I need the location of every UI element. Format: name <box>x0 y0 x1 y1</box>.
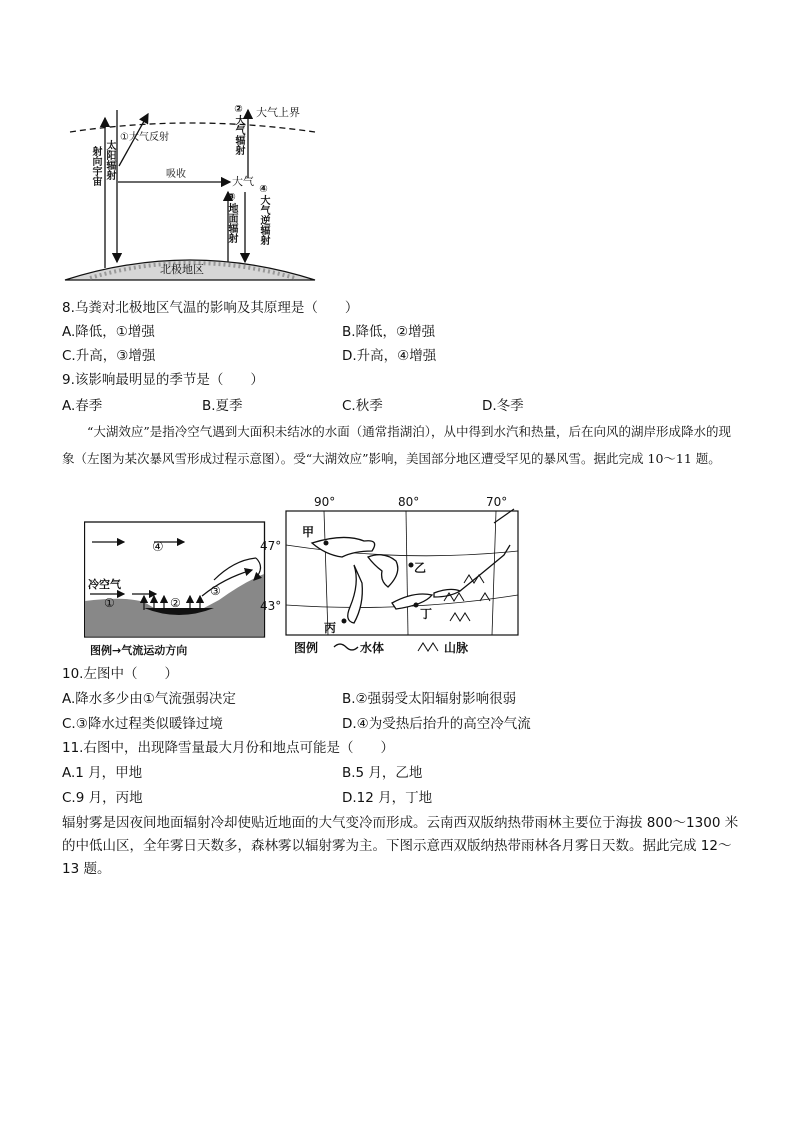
absorb-label: 吸收 <box>166 169 186 180</box>
great-lakes-map-graphic <box>284 495 524 660</box>
question-8-option-b: B.降低，②增强 <box>342 324 436 340</box>
latitude-43-label: 43° <box>260 599 282 613</box>
great-lakes-map <box>260 495 524 660</box>
location-jia-label: 甲 <box>302 525 315 539</box>
airflow-3-label: ③ <box>210 584 221 598</box>
question-8-stem: 8.乌粪对北极地区气温的影响及其原理是（ ） <box>62 300 359 316</box>
map-legend-mountain: 山脉 <box>444 641 469 655</box>
ground-radiation-label: ③地面辐射 <box>226 192 237 243</box>
question-10-option-c: C.③降水过程类似暖锋过境 <box>62 716 223 732</box>
atmosphere-label: 大气 <box>232 175 254 188</box>
lake-effect-legend: 图例→气流运动方向 <box>90 644 188 657</box>
cold-air-label: 冷空气 <box>88 578 121 591</box>
longitude-90-label: 90° <box>314 495 336 509</box>
arctic-ground-label: 北极地区 <box>160 263 204 276</box>
location-ding-label: 丁 <box>420 607 433 621</box>
latitude-47-label: 47° <box>260 539 282 553</box>
question-8-option-c: C.升高，③增强 <box>62 348 156 364</box>
airflow-4-label: ④ <box>152 540 164 555</box>
question-10-option-b: B.②强弱受太阳辐射影响很弱 <box>342 691 517 707</box>
question-11-option-b: B.5 月，乙地 <box>342 765 423 781</box>
atmosphere-top-label: 大气上界 <box>256 106 300 119</box>
atmospheric-reflection-label: ①大气反射 <box>120 132 169 143</box>
map-legend-title: 图例 <box>294 641 319 655</box>
question-9-option-b: B.夏季 <box>202 398 243 414</box>
radiation-diagram <box>60 100 320 285</box>
lake-effect-passage: “大湖效应”是指冷空气遇到大面积未结冰的水面（通常指湖泊），从中得到水汽和热量，后在向风的湖岸形成降水的现象（左图为某次暴风雪形成过程示意图）。受“大湖效应”影响，美国部分地区遭受罕见的暴风雪。据此完成 10～11 题。 <box>62 424 732 466</box>
question-9-option-c: C.秋季 <box>342 398 383 414</box>
radiation-diagram-graphic <box>60 100 320 285</box>
question-9-option-d: D.冬季 <box>482 398 524 414</box>
question-10-stem: 10.左图中（ ） <box>62 666 178 682</box>
solar-radiation-label: 太阳辐射 <box>104 140 115 180</box>
question-10-option-d: D.④为受热后抬升的高空冷气流 <box>342 716 531 732</box>
radiation-fog-passage: 辐射雾是因夜间地面辐射冷却使贴近地面的大气变冷而形成。云南西双版纳热带雨林主要位于海拔 800～1300 米的中低山区，全年雾日天数多，森林雾以辐射雾为主。下图示意西双版纳热带雨林各月雾日天数。据此完成 12～13 题。 <box>62 815 739 877</box>
location-yi-label: 乙 <box>414 561 427 575</box>
atmospheric-radiation-label: ②大气辐射 <box>233 104 244 155</box>
airflow-2-label: ② <box>170 596 181 610</box>
question-8-option-d: D.升高，④增强 <box>342 348 437 364</box>
longitude-80-label: 80° <box>398 495 420 509</box>
question-9-option-a: A.春季 <box>62 398 103 414</box>
question-11-option-c: C.9 月，丙地 <box>62 790 143 806</box>
question-8-option-a: A.降低，①增强 <box>62 324 155 340</box>
question-9-stem: 9.该影响最明显的季节是（ ） <box>62 372 264 388</box>
longitude-70-label: 70° <box>486 495 508 509</box>
airflow-1-label: ① <box>104 596 115 610</box>
question-11-option-d: D.12 月，丁地 <box>342 790 433 806</box>
question-11-option-a: A.1 月，甲地 <box>62 765 143 781</box>
location-bing-label: 丙 <box>324 621 337 635</box>
lake-effect-diagram <box>84 518 268 660</box>
counter-radiation-label: ④大气逆辐射 <box>258 184 269 245</box>
question-10-option-a: A.降水多少由①气流强弱决定 <box>62 691 236 707</box>
to-space-label: 射向宇宙 <box>90 146 101 186</box>
map-legend-water: 水体 <box>360 641 385 655</box>
question-11-stem: 11.右图中，出现降雪量最大月份和地点可能是（ ） <box>62 740 394 756</box>
